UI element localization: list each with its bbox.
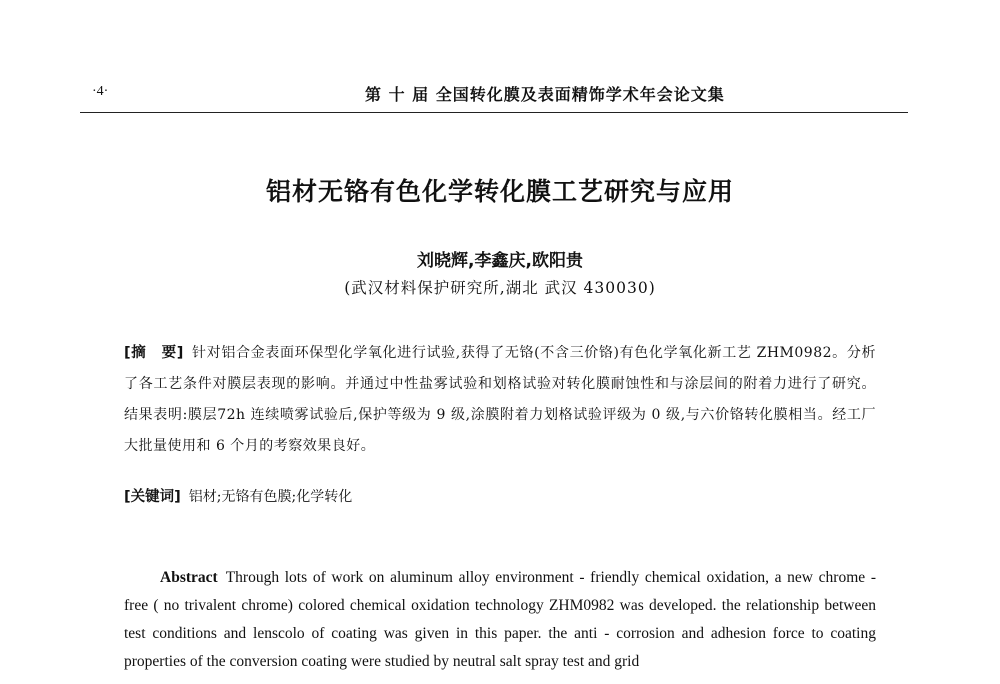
abstract-en-label: Abstract — [160, 569, 218, 586]
affiliation: (武汉材料保护研究所,湖北 武汉 430030) — [344, 279, 656, 297]
abstract-chinese-text: 针对铝合金表面环保型化学氧化进行试验,获得了无铬(不含三价铬)有色化学氧化新工艺 ZHM0982。分析了各工艺条件对膜层表现的影响。并通过中性盐雾试验和划格试验对转化膜耐蚀性和与涂层间的附着力进行了研究。结果表明:膜层72h 连续喷雾试验后,保护等级为 9 级,涂膜附着力划格试验评级为 0 级,与六价铬转化膜相当。经工厂大批量使用和 6 个月的考察效果良好。 — [124, 345, 876, 454]
keywords-label: [关键词] — [124, 489, 181, 505]
page-number: ·4· — [92, 84, 109, 99]
keywords-text: 铝材;无铬有色膜;化学转化 — [188, 489, 353, 505]
abstract-chinese — [124, 338, 876, 462]
abstract-label: [摘 要] — [124, 345, 184, 361]
journal-title: 第 十 届 全国转化膜及表面精饰学术年会论文集 — [365, 85, 725, 104]
paper-title: 铝材无铬有色化学转化膜工艺研究与应用 — [265, 177, 734, 206]
header-rule — [80, 112, 908, 113]
author-list: 刘晓辉,李鑫庆,欧阳贵 — [417, 251, 583, 271]
abstract-english — [124, 564, 876, 676]
keywords — [124, 483, 876, 511]
abstract-english-text: Through lots of work on aluminum alloy environment - friendly chemical oxidation, a new chrome - free ( no trivalent chrome) colored chemical oxidation technology ZHM0982 was developed. the relationship between test conditions and lenscolo of coating was given in this paper. the anti - corrosion and adhesion force to coating properties of the conversion coating were studied by neutral salt spray test and grid — [124, 569, 876, 670]
running-header — [82, 82, 912, 102]
